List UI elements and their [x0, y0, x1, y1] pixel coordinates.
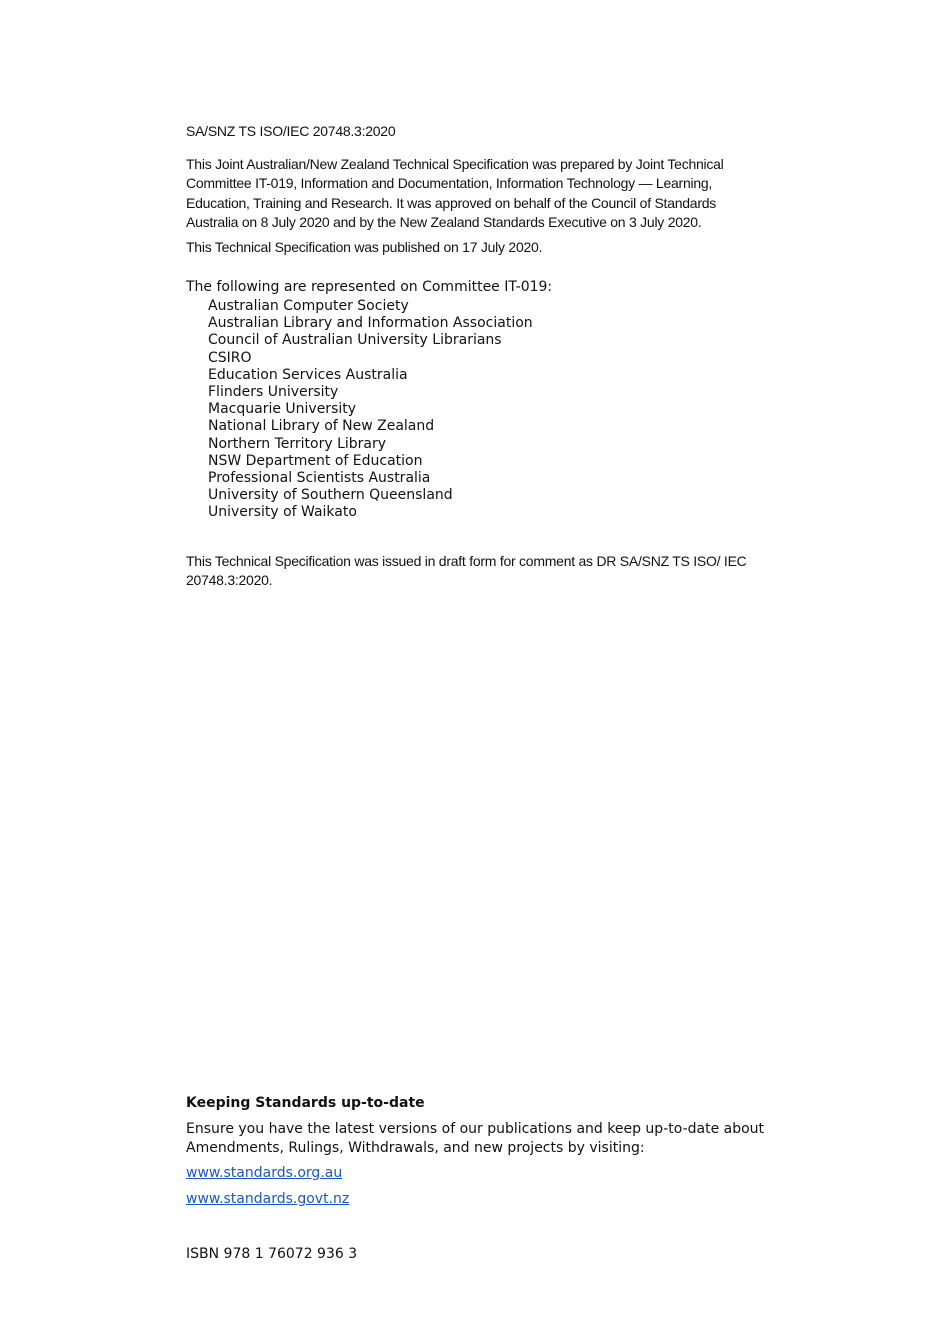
document-identifier: SA/SNZ TS ISO/IEC 20748.3:2020 [186, 123, 396, 139]
committee-member: Education Services Australia [208, 366, 408, 383]
committee-member: Australian Computer Society [208, 298, 409, 314]
committee-member: Flinders University [208, 383, 339, 400]
committee-member: CSIRO [208, 349, 252, 366]
committee-member: NSW Department of Education [208, 452, 423, 469]
committee-heading: The following are represented on Committee IT-019: [186, 279, 553, 295]
preparation-paragraph: This Joint Australian/New Zealand Technical Specification was prepared by Joint Technical Committee IT-019, Information and Documentation, Information Technology — Learning, Education, Training and Research. It was approved on behalf of the Council of Standards Australia on 8 July 2020 and by the New Zealand Standards Executive on 3 July 2020. [186, 156, 724, 230]
committee-member: Professional Scientists Australia [208, 469, 431, 486]
committee-member: Council of Australian University Librarians [208, 332, 502, 349]
committee-member: Northern Territory Library [208, 435, 387, 452]
committee-member-list [208, 298, 533, 521]
keeping-up-to-date-text: Ensure you have the latest versions of our publications and keep up-to-date about Amendments, Rulings, Withdrawals, and new projects by visiting: [186, 1121, 765, 1156]
isbn-text: ISBN 978 1 76072 936 3 [186, 1246, 358, 1262]
draft-note-paragraph: This Technical Specification was issued in draft form for comment as DR SA/SNZ TS ISO/ IEC 20748.3:2020. [186, 553, 747, 588]
standards-australia-link[interactable]: www.standards.org.au [186, 1165, 343, 1181]
committee-member: Macquarie University [208, 401, 357, 418]
committee-member: University of Southern Queensland [208, 487, 453, 504]
publication-date-text: This Technical Specification was published on 17 July 2020. [186, 239, 543, 255]
committee-member: National Library of New Zealand [208, 418, 435, 435]
keeping-up-to-date-heading: Keeping Standards up-to-date [186, 1095, 425, 1111]
committee-member: Australian Library and Information Association [208, 315, 533, 332]
standards-nz-link[interactable]: www.standards.govt.nz [186, 1191, 350, 1207]
committee-member: University of Waikato [208, 504, 357, 521]
